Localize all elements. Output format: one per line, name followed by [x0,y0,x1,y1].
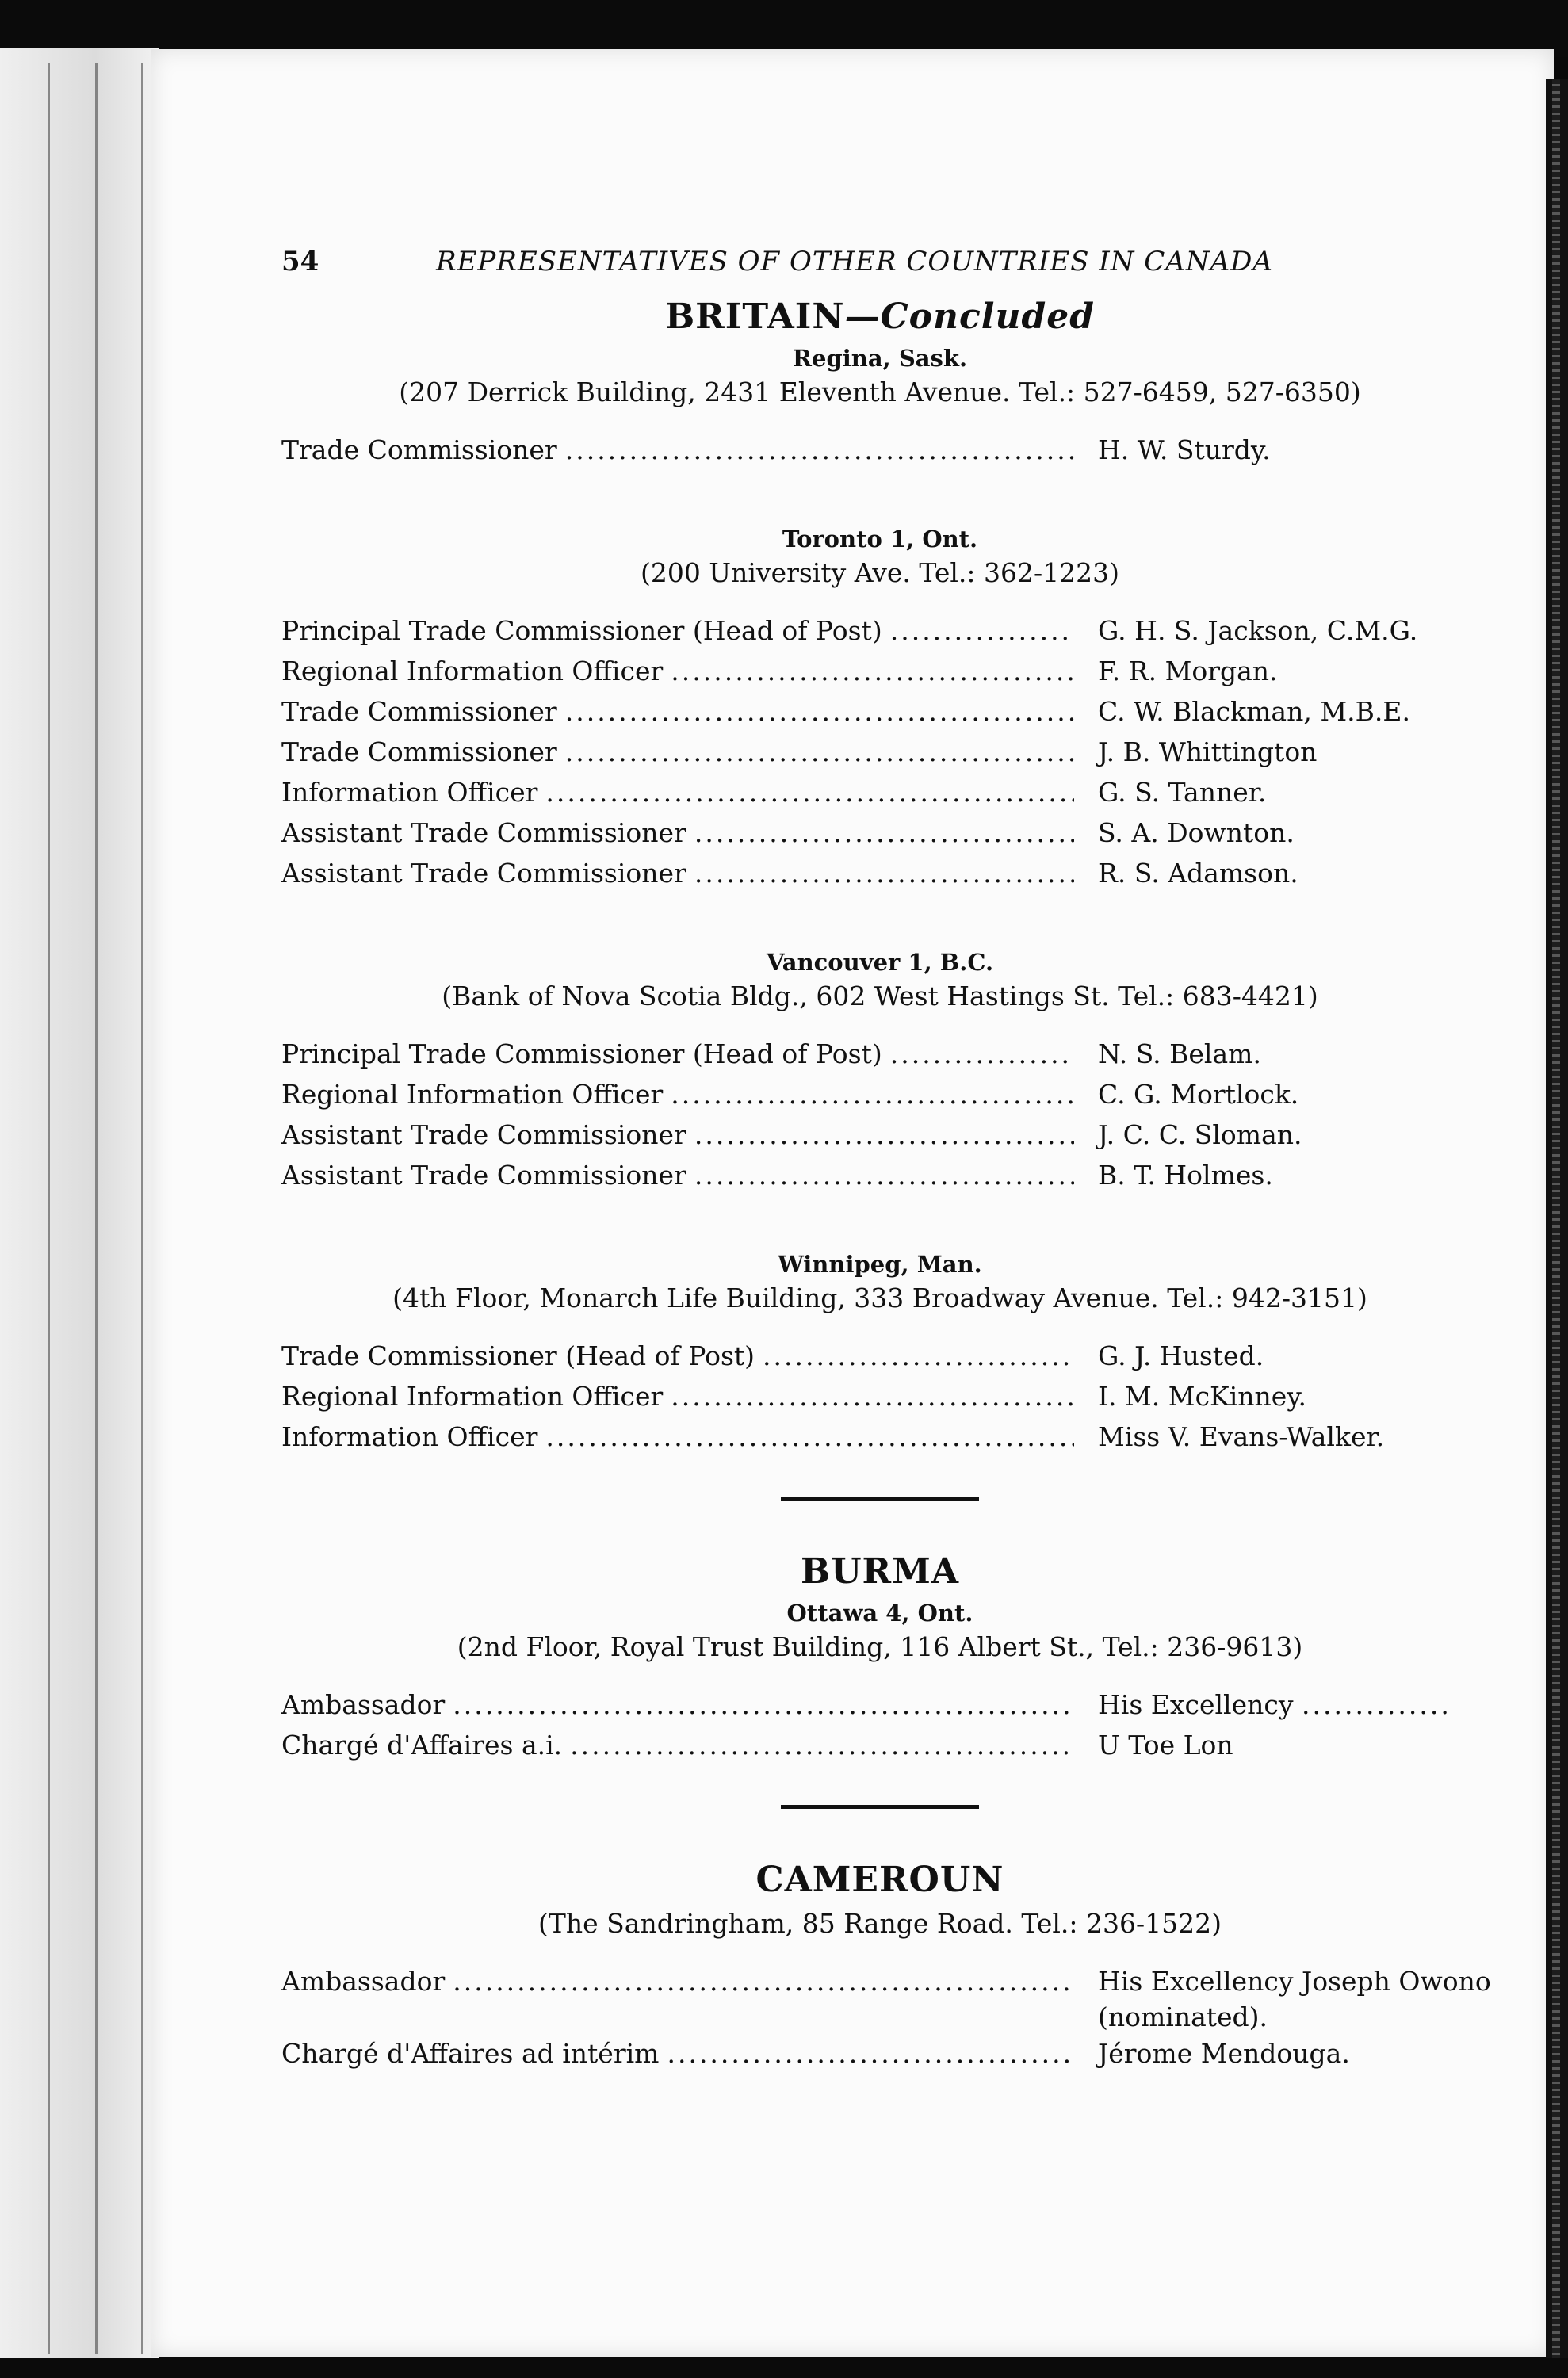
staff-name: G. H. S. Jackson, C.M.G. [1098,615,1418,646]
staff-name: H. W. Sturdy. [1098,434,1271,465]
leader-dots [671,1074,1074,1114]
staff-title [281,1336,1074,1376]
staff-title-text: Information Officer [281,1421,538,1452]
staff-row [281,1376,1478,1416]
staff-name: S. A. Downton. [1098,817,1295,848]
leader-dots [671,1376,1074,1416]
staff-name: J. B. Whittington [1098,736,1318,767]
staff-name: Miss V. Evans-Walker. [1098,1421,1385,1452]
staff-title [281,732,1074,772]
leader-dots [565,691,1074,732]
city-heading: Ottawa 4, Ont. [786,1600,973,1627]
staff-name: C. W. Blackman, M.B.E. [1098,696,1410,727]
staff-row [281,1684,1478,1725]
staff-title [281,853,1074,893]
edge-stripe [1552,79,1560,2362]
staff-title-text: Chargé d'Affaires a.i. [281,1730,563,1761]
staff-row [281,1416,1478,1457]
margin-rule [141,63,143,2354]
staff-name: C. G. Mortlock. [1098,1079,1299,1110]
staff-row [281,1725,1478,1765]
staff-title-text: Trade Commissioner [281,736,557,767]
margin-rule [48,63,50,2354]
staff-row [281,651,1478,691]
staff-title [281,651,1074,691]
staff-name: J. C. C. Sloman. [1098,1119,1302,1150]
office-address: (The Sandringham, 85 Range Road. Tel.: 236-1522) [538,1908,1222,1939]
leader-dots [671,651,1074,691]
city-heading: Winnipeg, Man. [778,1251,982,1278]
staff-row [281,430,1478,470]
staff-title-text: Assistant Trade Commissioner [281,858,686,889]
running-head [281,238,1478,285]
staff-title [281,1684,1074,1725]
name-trailing-dots: .............. [1302,1689,1451,1720]
staff-row [281,1074,1478,1114]
country-heading-burma: BURMA [801,1551,959,1592]
leader-dots [694,853,1074,893]
staff-row [281,853,1478,893]
staff-row [281,1155,1478,1195]
running-title: REPRESENTATIVES OF OTHER COUNTRIES IN CANADA [436,246,1273,277]
city-heading: Toronto 1, Ont. [782,526,978,552]
staff-title-text: Assistant Trade Commissioner [281,1160,686,1191]
office-address: (207 Derrick Building, 2431 Eleventh Avenue. Tel.: 527-6459, 527-6350) [399,377,1361,407]
staff-name [1074,1684,1478,1725]
staff-name: N. S. Belam. [1098,1038,1261,1069]
office-address: (4th Floor, Monarch Life Building, 333 Broadway Avenue. Tel.: 942-3151) [392,1283,1367,1313]
leader-dots [453,1961,1074,2001]
staff-title [281,812,1074,853]
leader-dots [694,812,1074,853]
staff-title [281,610,1074,651]
section-divider [781,1805,979,1809]
staff-row [281,2033,1478,2074]
staff-title-text: Information Officer [281,777,538,808]
staff-title-text: Regional Information Officer [281,1079,664,1110]
country-heading-britain [281,296,1478,337]
staff-title [281,1034,1074,1074]
country-heading-cameroun: CAMEROUN [755,1860,1004,1900]
staff-title [281,1725,1074,1765]
staff-title [281,1074,1074,1114]
staff-title [281,2033,1074,2074]
staff-title [281,691,1074,732]
leader-dots [763,1336,1074,1376]
leader-dots [565,732,1074,772]
staff-title-text: Assistant Trade Commissioner [281,1119,686,1150]
margin-rule [95,63,98,2354]
staff-title [281,1961,1074,2001]
page-content [281,238,1491,2074]
staff-title [281,430,1074,470]
staff-row [281,1336,1478,1376]
staff-row [281,812,1478,853]
staff-title-text: Regional Information Officer [281,656,664,686]
staff-name: G. S. Tanner. [1098,777,1267,808]
leader-dots [545,772,1074,812]
staff-title [281,1376,1074,1416]
staff-title-text: Ambassador [281,1689,446,1720]
staff-title-text: Trade Commissioner [281,696,557,727]
staff-title-text: Trade Commissioner (Head of Post) [281,1340,755,1371]
staff-row [281,1114,1478,1155]
office-address: (2nd Floor, Royal Trust Building, 116 Albert St., Tel.: 236-9613) [457,1631,1303,1662]
leader-dots [890,610,1074,651]
staff-name: I. M. McKinney. [1098,1381,1307,1412]
leader-dots [545,1416,1074,1457]
staff-title-text: Assistant Trade Commissioner [281,817,686,848]
staff-title [281,1416,1074,1457]
staff-name-continuation: (nominated). [1098,2001,1268,2032]
staff-title-text: Chargé d'Affaires ad intérim [281,2038,660,2069]
staff-title [281,772,1074,812]
scan-right-edge [1546,79,1568,2362]
staff-name: B. T. Holmes. [1098,1160,1273,1191]
staff-title [281,1155,1074,1195]
staff-title-text: Regional Information Officer [281,1381,664,1412]
staff-row [281,732,1478,772]
staff-row [281,610,1478,651]
staff-title-text: Principal Trade Commissioner (Head of Post) [281,1038,882,1069]
staff-title [281,1114,1074,1155]
leader-dots [667,2033,1074,2074]
scan-left-margin [0,48,159,2378]
country-name: BRITAIN [664,296,845,337]
staff-name: His Excellency Joseph Owono [1098,1966,1491,1997]
scan-bottom-border [0,2358,1568,2378]
staff-row [281,691,1478,732]
leader-dots [565,430,1074,470]
staff-title-text: Ambassador [281,1966,446,1997]
staff-title-text: Principal Trade Commissioner (Head of Post) [281,615,882,646]
leader-dots [890,1034,1074,1074]
staff-row [281,1961,1491,2001]
staff-name: R. S. Adamson. [1098,858,1298,889]
office-address: (Bank of Nova Scotia Bldg., 602 West Hastings St. Tel.: 683-4421) [442,981,1318,1011]
staff-row [281,772,1478,812]
staff-name: G. J. Husted. [1098,1340,1264,1371]
city-heading: Regina, Sask. [792,345,968,372]
staff-name-text: His Excellency [1098,1689,1294,1720]
city-heading: Vancouver 1, B.C. [766,949,994,976]
staff-name: F. R. Morgan. [1098,656,1278,686]
leader-dots [570,1725,1074,1765]
staff-name: Jérome Mendouga. [1098,2038,1350,2069]
section-divider [781,1497,979,1501]
staff-name: U Toe Lon [1098,1730,1233,1761]
leader-dots [694,1114,1074,1155]
office-address: (200 University Ave. Tel.: 362-1223) [640,557,1120,588]
leader-dots [694,1155,1074,1195]
concluded-label: —Concluded [844,296,1095,337]
staff-title-text: Trade Commissioner [281,434,557,465]
page-number: 54 [281,246,319,277]
staff-row [281,1034,1478,1074]
leader-dots [453,1684,1074,1725]
